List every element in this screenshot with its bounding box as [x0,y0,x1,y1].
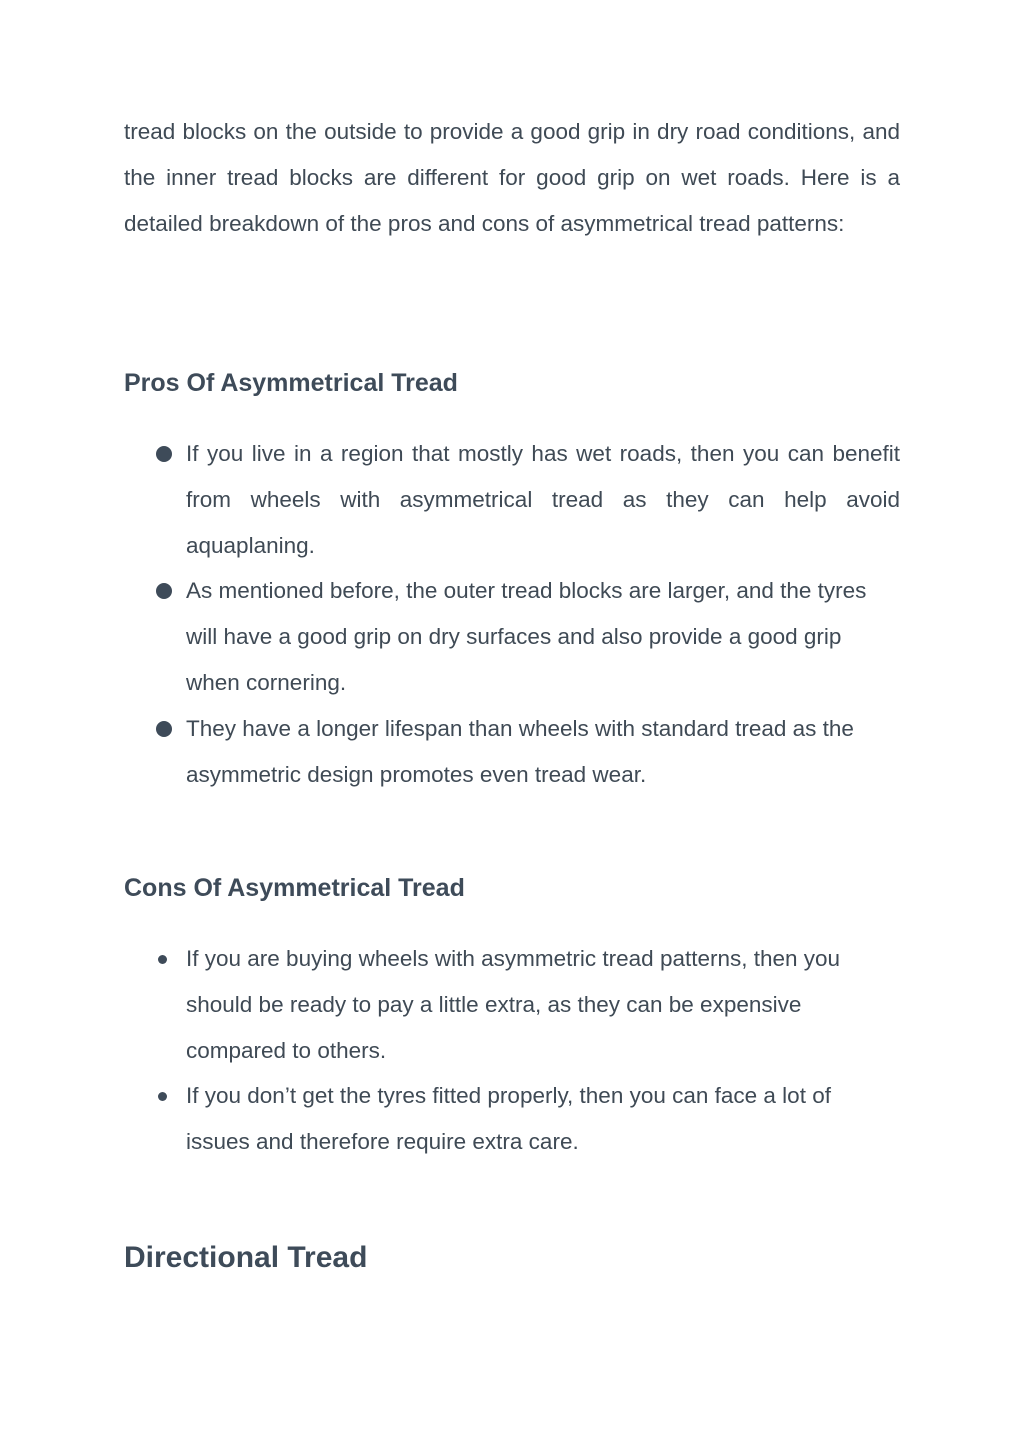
list-item [124,568,900,705]
cons-list [124,936,900,1165]
cons-heading: Cons Of Asymmetrical Tread [124,874,465,902]
list-item-text: They have a longer lifespan than wheels with standard tread as the asymmetric design promotes even tread wear. [186,715,854,787]
pros-heading: Pros Of Asymmetrical Tread [124,369,458,397]
list-item-text: If you don’t get the tyres fitted properly, then you can face a lot of issues and therefore require extra care. [186,1083,831,1155]
bullet-icon [158,955,167,964]
list-item-text: If you live in a region that mostly has wet roads, then you can benefit from wheels with asymmetrical tread as they can help avoid aquaplaning. [186,441,900,558]
bullet-icon [156,583,172,599]
bullet-icon [156,721,172,737]
list-item-text: If you are buying wheels with asymmetric tread patterns, then you should be ready to pay a little extra, as they can be expensive compared to others. [186,946,841,1063]
intro-paragraph: tread blocks on the outside to provide a good grip in dry road conditions, and the inner tread blocks are different for good grip on wet roads. Here is a detailed breakdown of the pros and cons of asymmetrical tread patterns: [124,119,900,236]
pros-list [124,431,900,797]
list-item [124,1073,900,1165]
list-item [124,706,900,798]
list-item [124,936,900,1073]
list-item-text: As mentioned before, the outer tread blocks are larger, and the tyres will have a good grip on dry surfaces and also provide a good grip when cornering. [186,578,867,695]
bullet-icon [158,1092,167,1101]
list-item [124,431,900,568]
directional-tread-heading: Directional Tread [124,1241,368,1274]
bullet-icon [156,446,172,462]
